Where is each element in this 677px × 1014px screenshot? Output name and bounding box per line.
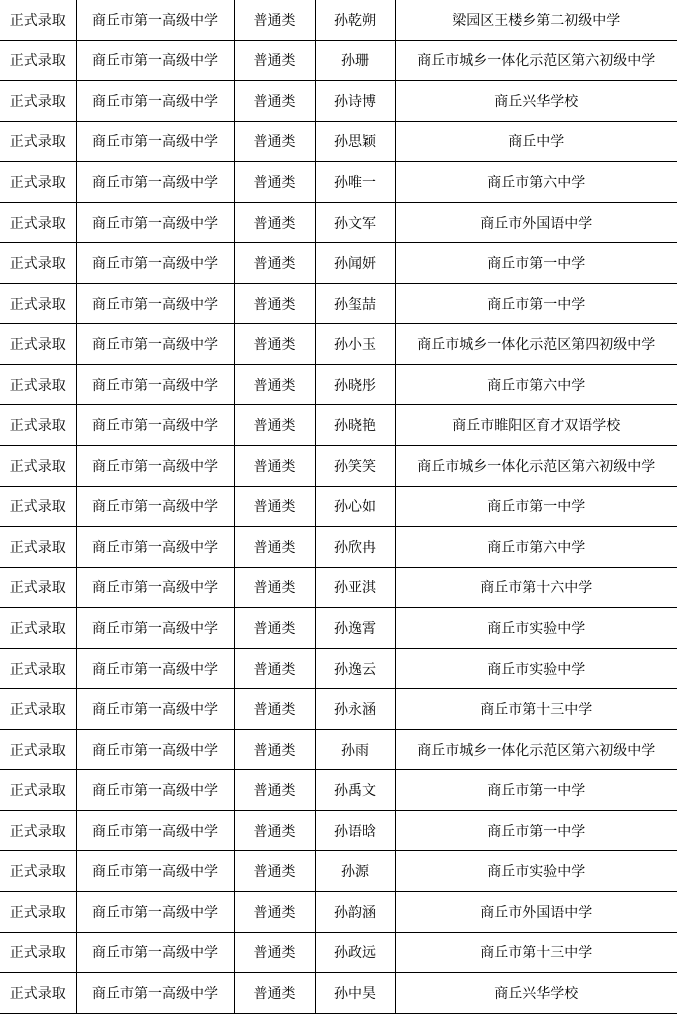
student-name-cell: 孙笑笑: [315, 446, 395, 487]
category-cell: 普通类: [234, 689, 315, 730]
admitting-school-cell: 商丘市第一高级中学: [76, 689, 234, 730]
admitting-school-cell: 商丘市第一高级中学: [76, 729, 234, 770]
table-row: [0, 932, 677, 973]
table-row: [0, 364, 677, 405]
admission-status-cell: 正式录取: [0, 689, 76, 730]
category-cell: 普通类: [234, 810, 315, 851]
table-row: [0, 486, 677, 527]
admitting-school-cell: 商丘市第一高级中学: [76, 405, 234, 446]
category-cell: 普通类: [234, 973, 315, 1014]
graduating-school-cell: 商丘市实验中学: [395, 608, 677, 649]
table-row: [0, 689, 677, 730]
table-row: [0, 243, 677, 284]
category-cell: 普通类: [234, 364, 315, 405]
category-cell: 普通类: [234, 121, 315, 162]
category-cell: 普通类: [234, 527, 315, 568]
student-name-cell: 孙唯一: [315, 162, 395, 203]
category-cell: 普通类: [234, 202, 315, 243]
category-cell: 普通类: [234, 892, 315, 933]
table-row: [0, 446, 677, 487]
category-cell: 普通类: [234, 486, 315, 527]
admitting-school-cell: 商丘市第一高级中学: [76, 973, 234, 1014]
student-name-cell: 孙语晗: [315, 810, 395, 851]
table-row: [0, 40, 677, 81]
admitting-school-cell: 商丘市第一高级中学: [76, 486, 234, 527]
admission-status-cell: 正式录取: [0, 81, 76, 122]
graduating-school-cell: 商丘市实验中学: [395, 648, 677, 689]
admitting-school-cell: 商丘市第一高级中学: [76, 0, 234, 40]
admitting-school-cell: 商丘市第一高级中学: [76, 932, 234, 973]
table-row: [0, 283, 677, 324]
student-name-cell: 孙逸云: [315, 648, 395, 689]
category-cell: 普通类: [234, 446, 315, 487]
student-name-cell: 孙禹文: [315, 770, 395, 811]
graduating-school-cell: 商丘市实验中学: [395, 851, 677, 892]
graduating-school-cell: 商丘市第一中学: [395, 283, 677, 324]
student-name-cell: 孙心如: [315, 486, 395, 527]
admission-status-cell: 正式录取: [0, 405, 76, 446]
admission-status-cell: 正式录取: [0, 162, 76, 203]
graduating-school-cell: 商丘市城乡一体化示范区第六初级中学: [395, 40, 677, 81]
student-name-cell: 孙源: [315, 851, 395, 892]
admitting-school-cell: 商丘市第一高级中学: [76, 202, 234, 243]
student-name-cell: 孙中昊: [315, 973, 395, 1014]
admission-status-cell: 正式录取: [0, 973, 76, 1014]
category-cell: 普通类: [234, 932, 315, 973]
graduating-school-cell: 商丘市第一中学: [395, 243, 677, 284]
student-name-cell: 孙亚淇: [315, 567, 395, 608]
category-cell: 普通类: [234, 648, 315, 689]
admitting-school-cell: 商丘市第一高级中学: [76, 608, 234, 649]
student-name-cell: 孙韵涵: [315, 892, 395, 933]
admission-status-cell: 正式录取: [0, 0, 76, 40]
admission-status-cell: 正式录取: [0, 283, 76, 324]
admitting-school-cell: 商丘市第一高级中学: [76, 567, 234, 608]
admitting-school-cell: 商丘市第一高级中学: [76, 283, 234, 324]
category-cell: 普通类: [234, 81, 315, 122]
student-name-cell: 孙珊: [315, 40, 395, 81]
graduating-school-cell: 商丘兴华学校: [395, 973, 677, 1014]
table-row: [0, 567, 677, 608]
category-cell: 普通类: [234, 851, 315, 892]
table-row: [0, 162, 677, 203]
admitting-school-cell: 商丘市第一高级中学: [76, 770, 234, 811]
category-cell: 普通类: [234, 283, 315, 324]
graduating-school-cell: 商丘市第十三中学: [395, 932, 677, 973]
admitting-school-cell: 商丘市第一高级中学: [76, 810, 234, 851]
admission-status-cell: 正式录取: [0, 202, 76, 243]
table-row: [0, 729, 677, 770]
admitting-school-cell: 商丘市第一高级中学: [76, 40, 234, 81]
graduating-school-cell: 梁园区王楼乡第二初级中学: [395, 0, 677, 40]
admission-status-cell: 正式录取: [0, 932, 76, 973]
student-name-cell: 孙晓艳: [315, 405, 395, 446]
admission-status-cell: 正式录取: [0, 729, 76, 770]
graduating-school-cell: 商丘市外国语中学: [395, 202, 677, 243]
table-row: [0, 608, 677, 649]
table-row: [0, 892, 677, 933]
admitting-school-cell: 商丘市第一高级中学: [76, 364, 234, 405]
graduating-school-cell: 商丘中学: [395, 121, 677, 162]
admitting-school-cell: 商丘市第一高级中学: [76, 446, 234, 487]
table-row: [0, 527, 677, 568]
graduating-school-cell: 商丘市第一中学: [395, 770, 677, 811]
category-cell: 普通类: [234, 162, 315, 203]
student-name-cell: 孙文军: [315, 202, 395, 243]
category-cell: 普通类: [234, 324, 315, 365]
student-name-cell: 孙雨: [315, 729, 395, 770]
student-name-cell: 孙闻妍: [315, 243, 395, 284]
graduating-school-cell: 商丘市城乡一体化示范区第六初级中学: [395, 729, 677, 770]
admission-status-cell: 正式录取: [0, 770, 76, 811]
admission-status-cell: 正式录取: [0, 243, 76, 284]
admission-status-cell: 正式录取: [0, 810, 76, 851]
category-cell: 普通类: [234, 40, 315, 81]
admission-status-cell: 正式录取: [0, 648, 76, 689]
admitting-school-cell: 商丘市第一高级中学: [76, 121, 234, 162]
graduating-school-cell: 商丘兴华学校: [395, 81, 677, 122]
table-row: [0, 810, 677, 851]
student-name-cell: 孙小玉: [315, 324, 395, 365]
graduating-school-cell: 商丘市城乡一体化示范区第四初级中学: [395, 324, 677, 365]
category-cell: 普通类: [234, 608, 315, 649]
table-row: [0, 973, 677, 1014]
table-row: [0, 851, 677, 892]
graduating-school-cell: 商丘市第六中学: [395, 162, 677, 203]
student-name-cell: 孙逸霄: [315, 608, 395, 649]
admission-status-cell: 正式录取: [0, 527, 76, 568]
admitting-school-cell: 商丘市第一高级中学: [76, 648, 234, 689]
table-row: [0, 324, 677, 365]
category-cell: 普通类: [234, 770, 315, 811]
admission-status-cell: 正式录取: [0, 324, 76, 365]
admitting-school-cell: 商丘市第一高级中学: [76, 527, 234, 568]
admission-status-cell: 正式录取: [0, 892, 76, 933]
table-row: [0, 648, 677, 689]
graduating-school-cell: 商丘市第六中学: [395, 527, 677, 568]
admission-status-cell: 正式录取: [0, 608, 76, 649]
student-name-cell: 孙玺喆: [315, 283, 395, 324]
category-cell: 普通类: [234, 729, 315, 770]
category-cell: 普通类: [234, 405, 315, 446]
admitting-school-cell: 商丘市第一高级中学: [76, 851, 234, 892]
student-name-cell: 孙政远: [315, 932, 395, 973]
admission-status-cell: 正式录取: [0, 446, 76, 487]
table-row: [0, 405, 677, 446]
student-name-cell: 孙诗博: [315, 81, 395, 122]
admission-status-cell: 正式录取: [0, 121, 76, 162]
admission-status-cell: 正式录取: [0, 40, 76, 81]
student-name-cell: 孙思颖: [315, 121, 395, 162]
table-row: [0, 81, 677, 122]
graduating-school-cell: 商丘市城乡一体化示范区第六初级中学: [395, 446, 677, 487]
student-name-cell: 孙永涵: [315, 689, 395, 730]
admitting-school-cell: 商丘市第一高级中学: [76, 81, 234, 122]
table-row: [0, 770, 677, 811]
category-cell: 普通类: [234, 243, 315, 284]
graduating-school-cell: 商丘市第十六中学: [395, 567, 677, 608]
table-row: [0, 121, 677, 162]
category-cell: 普通类: [234, 567, 315, 608]
admitting-school-cell: 商丘市第一高级中学: [76, 892, 234, 933]
graduating-school-cell: 商丘市第六中学: [395, 364, 677, 405]
graduating-school-cell: 商丘市第十三中学: [395, 689, 677, 730]
graduating-school-cell: 商丘市第一中学: [395, 486, 677, 527]
student-name-cell: 孙欣冉: [315, 527, 395, 568]
graduating-school-cell: 商丘市睢阳区育才双语学校: [395, 405, 677, 446]
table-row: [0, 0, 677, 40]
graduating-school-cell: 商丘市第一中学: [395, 810, 677, 851]
student-name-cell: 孙晓彤: [315, 364, 395, 405]
admitting-school-cell: 商丘市第一高级中学: [76, 324, 234, 365]
admission-status-cell: 正式录取: [0, 364, 76, 405]
table-row: [0, 202, 677, 243]
admitting-school-cell: 商丘市第一高级中学: [76, 243, 234, 284]
admitting-school-cell: 商丘市第一高级中学: [76, 162, 234, 203]
admission-status-cell: 正式录取: [0, 486, 76, 527]
category-cell: 普通类: [234, 0, 315, 40]
admission-status-cell: 正式录取: [0, 567, 76, 608]
admission-status-cell: 正式录取: [0, 851, 76, 892]
graduating-school-cell: 商丘市外国语中学: [395, 892, 677, 933]
student-name-cell: 孙乾朔: [315, 0, 395, 40]
